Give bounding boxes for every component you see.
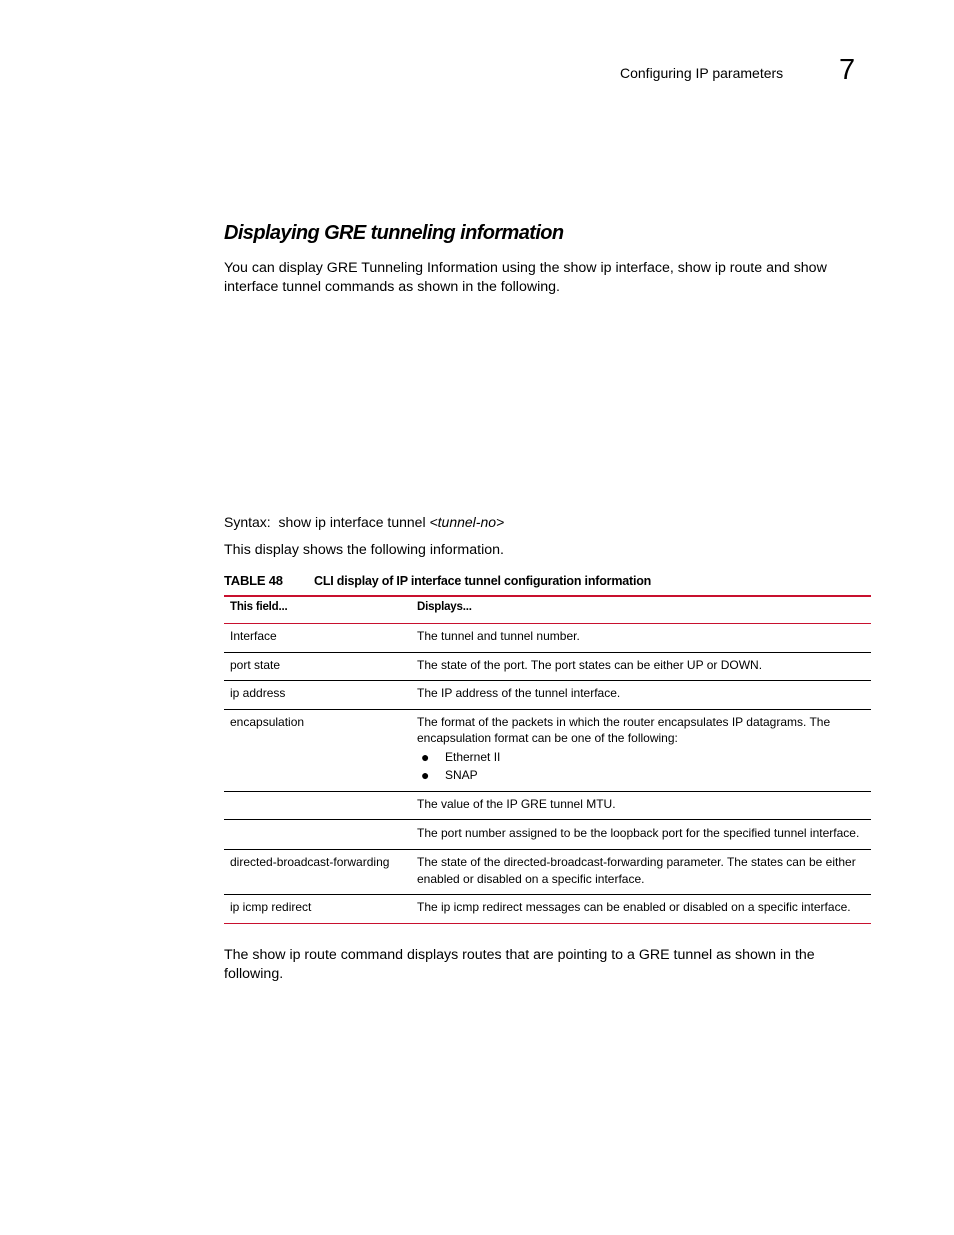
intro-text: and <box>762 260 794 276</box>
intro-text: You can display GRE Tunneling Information using the <box>224 260 564 276</box>
outro-command: show ip route <box>252 947 337 963</box>
bullet-list <box>417 748 865 784</box>
table-row <box>224 791 871 820</box>
intro-text: commands as shown in the following. <box>321 279 560 295</box>
desc-text: The format of the packets in which the router encapsulates IP datagrams. The encapsulation format can be one of the following: <box>417 714 831 745</box>
field-cell: directed-broadcast-forwarding <box>230 855 390 869</box>
intro-paragraph <box>224 259 860 297</box>
intro-command: show interface tunnel <box>224 260 827 295</box>
bullet-icon: ● <box>421 748 430 765</box>
table-row <box>224 895 871 924</box>
bullet-text: SNAP <box>445 767 478 782</box>
syntax-line <box>224 514 504 530</box>
bullet-item <box>417 766 865 784</box>
display-note: This display shows the following information. <box>224 542 504 558</box>
desc-cell: The value of the IP GRE tunnel MTU. <box>417 796 616 811</box>
field-cell <box>224 820 411 850</box>
chapter-number: 7 <box>839 54 856 86</box>
table-row <box>224 624 871 653</box>
syntax-argument: <tunnel-no> <box>429 514 505 530</box>
desc-cell: The IP address of the tunnel interface. <box>417 686 621 700</box>
bullet-item <box>417 748 865 766</box>
desc-cell: The state of the directed-broadcast-forwarding parameter. The states can be either enabled or disabled on a specific interface. <box>417 855 856 886</box>
desc-cell <box>411 709 871 791</box>
info-table <box>224 595 871 924</box>
desc-cell: The ip icmp redirect messages can be enabled or disabled on a specific interface. <box>417 900 851 914</box>
table-title: CLI display of IP interface tunnel configuration information <box>314 574 652 588</box>
outro-text: command displays routes that are pointing to a GRE tunnel as shown in the following. <box>224 947 815 982</box>
desc-cell: The port number assigned to be the loopback port for the specified tunnel interface. <box>417 826 860 840</box>
outro-text: The <box>224 947 253 963</box>
section-title: Displaying GRE tunneling information <box>224 222 564 244</box>
table-number: TABLE 48 <box>224 573 283 588</box>
intro-command: show ip interface, show ip route <box>563 260 763 276</box>
desc-cell: The state of the port. The port states can be either UP or DOWN. <box>417 657 763 672</box>
field-cell: ip icmp redirect <box>230 900 312 914</box>
chapter-title: Configuring IP parameters <box>620 65 784 81</box>
table-row <box>224 709 871 791</box>
field-cell: Interface <box>230 629 277 643</box>
bullet-text: Ethernet II <box>445 749 501 764</box>
column-header-displays: Displays... <box>417 601 472 613</box>
field-cell: ip address <box>230 686 286 700</box>
field-cell <box>224 791 411 820</box>
table-row <box>224 681 871 710</box>
table-row <box>224 850 871 895</box>
outro-paragraph <box>224 946 860 984</box>
field-cell: encapsulation <box>230 714 305 729</box>
table-row <box>224 820 871 850</box>
syntax-command: show ip interface tunnel <box>278 514 426 530</box>
bullet-icon: ● <box>421 766 430 783</box>
table-caption <box>224 573 652 588</box>
syntax-label: Syntax: <box>224 514 271 530</box>
table-row <box>224 652 871 681</box>
table-header-row <box>224 596 871 624</box>
desc-cell: The tunnel and tunnel number. <box>417 629 580 643</box>
column-header-field: This field... <box>230 601 288 613</box>
field-cell: port state <box>230 657 281 672</box>
